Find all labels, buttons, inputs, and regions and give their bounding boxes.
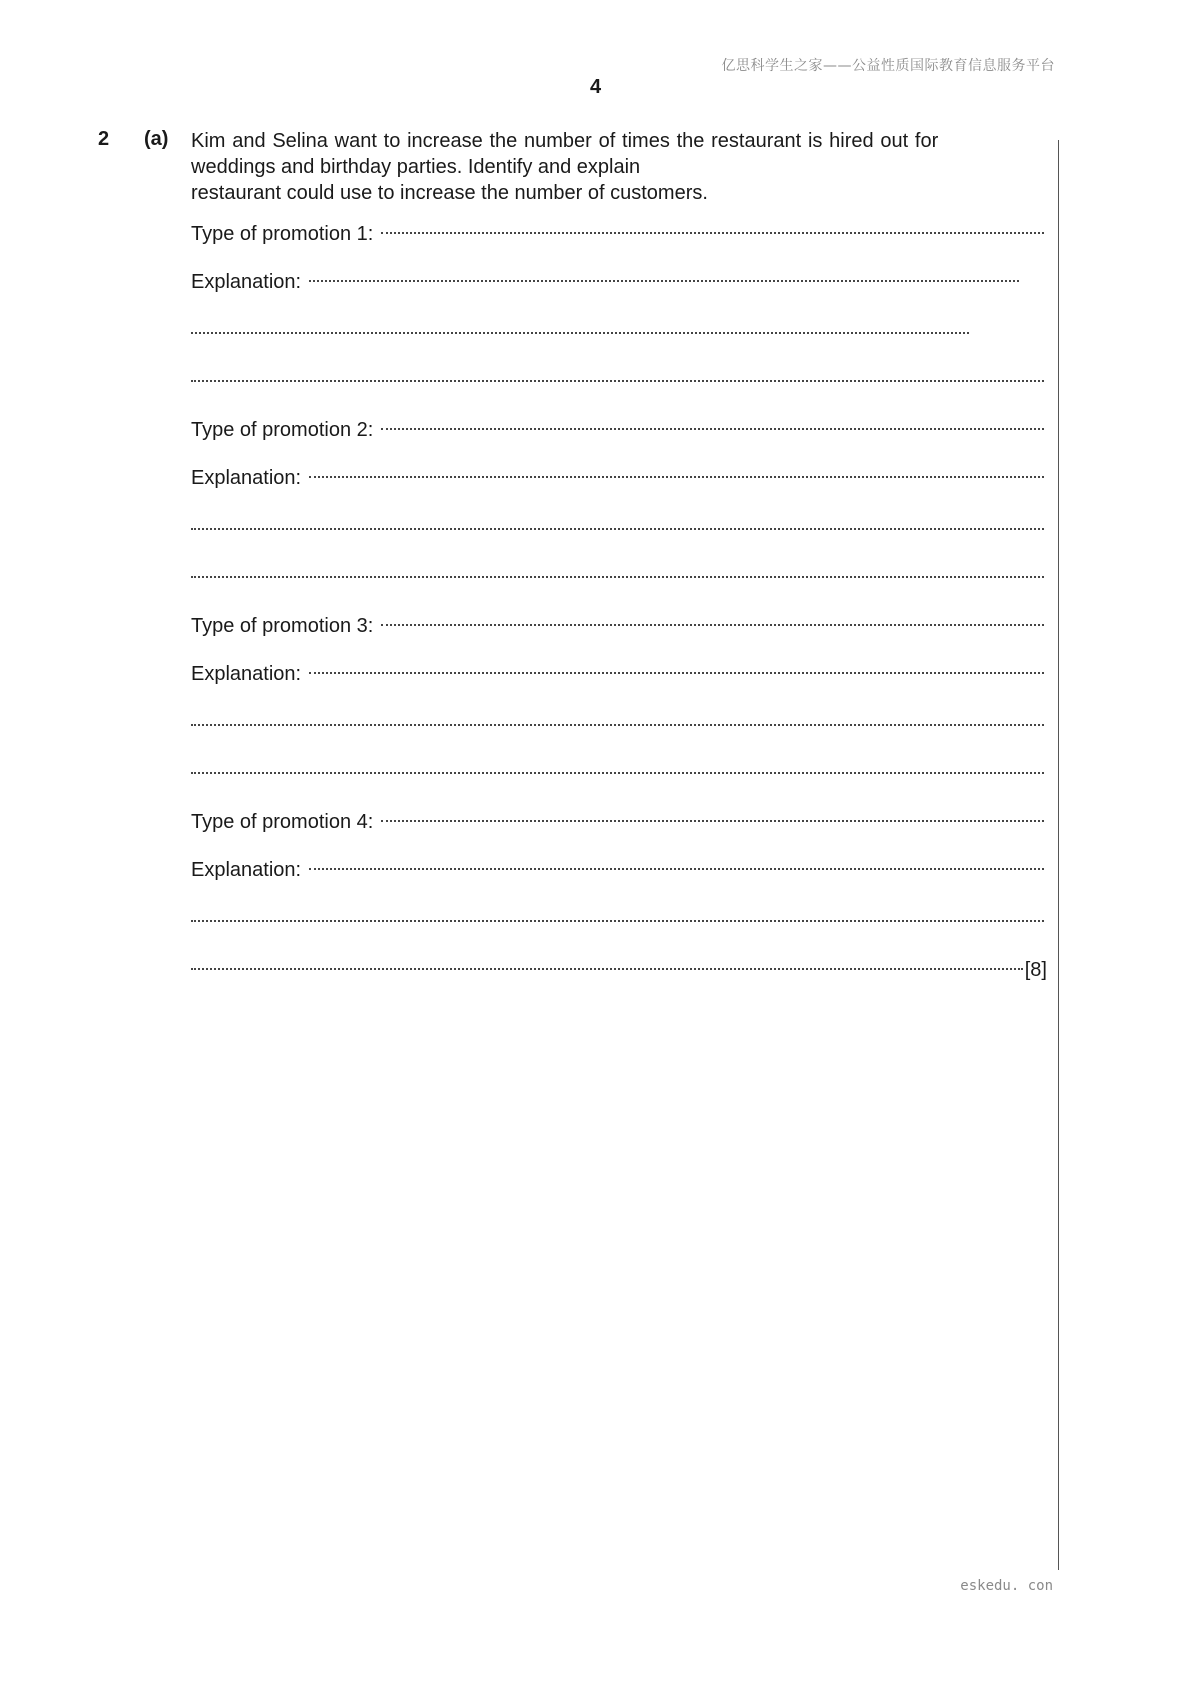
question-text xyxy=(191,128,1044,206)
answer-continuation-line[interactable] xyxy=(191,706,1044,732)
answer-continuation-line[interactable] xyxy=(191,314,969,340)
answer-dotted-line[interactable] xyxy=(191,950,1023,976)
explanation-label: Explanation: xyxy=(191,467,302,489)
answer-dotted-line[interactable] xyxy=(191,510,1044,536)
promotion-explanation-line-3[interactable] xyxy=(191,654,1044,685)
question-number: 2 xyxy=(98,128,110,150)
answer-dotted-line[interactable] xyxy=(381,802,1044,828)
answer-dotted-line[interactable] xyxy=(191,314,969,340)
promotion-explanation-line-2[interactable] xyxy=(191,458,1044,489)
answer-dotted-line[interactable] xyxy=(381,606,1044,632)
margin-rule xyxy=(1058,140,1059,1570)
question-text-line: weddings and birthday parties. Identify and explain xyxy=(191,156,641,178)
promotion-explanation-line-1[interactable] xyxy=(191,262,1019,293)
answer-dotted-line[interactable] xyxy=(381,214,1044,240)
page-number: 4 xyxy=(589,76,602,98)
answer-dotted-line[interactable] xyxy=(381,410,1044,436)
question-text-line: restaurant could use to increase the number of customers. xyxy=(191,182,708,204)
promotion-explanation-line-4[interactable] xyxy=(191,850,1044,881)
footer-site-mark: eskedu. con xyxy=(960,1578,1053,1594)
promotion-type-label: Type of promotion 4: xyxy=(191,811,374,833)
answer-continuation-line[interactable] xyxy=(191,902,1044,928)
explanation-label: Explanation: xyxy=(191,663,302,685)
answer-continuation-line[interactable] xyxy=(191,558,1044,584)
promotion-type-line-1[interactable] xyxy=(191,214,1044,245)
explanation-label: Explanation: xyxy=(191,271,302,293)
answer-dotted-line[interactable] xyxy=(191,362,1044,388)
promotion-type-label: Type of promotion 3: xyxy=(191,615,374,637)
promotion-type-label: Type of promotion 1: xyxy=(191,223,374,245)
question-part-label: (a) xyxy=(144,128,169,150)
marks-allocation: [8] xyxy=(1024,959,1047,981)
answer-dotted-line[interactable] xyxy=(309,262,1019,288)
answer-continuation-line[interactable] xyxy=(191,510,1044,536)
answer-dotted-line[interactable] xyxy=(191,754,1044,780)
promotion-type-label: Type of promotion 2: xyxy=(191,419,374,441)
answer-continuation-line[interactable] xyxy=(191,362,1044,388)
answer-dotted-line[interactable] xyxy=(191,558,1044,584)
answer-dotted-line[interactable] xyxy=(309,850,1044,876)
promotion-type-line-4[interactable] xyxy=(191,802,1044,833)
answer-dotted-line[interactable] xyxy=(309,458,1044,484)
answer-dotted-line[interactable] xyxy=(191,902,1044,928)
answer-continuation-line[interactable] xyxy=(191,754,1044,780)
promotion-type-line-2[interactable] xyxy=(191,410,1044,441)
explanation-label: Explanation: xyxy=(191,859,302,881)
final-answer-line[interactable] xyxy=(191,950,1047,981)
answer-dotted-line[interactable] xyxy=(191,706,1044,732)
answer-dotted-line[interactable] xyxy=(309,654,1044,680)
watermark-text: 亿思科学生之家——公益性质国际教育信息服务平台 xyxy=(721,58,1055,74)
promotion-type-line-3[interactable] xyxy=(191,606,1044,637)
question-text-line: Kim and Selina want to increase the number of times the restaurant is hired out for xyxy=(191,130,939,152)
